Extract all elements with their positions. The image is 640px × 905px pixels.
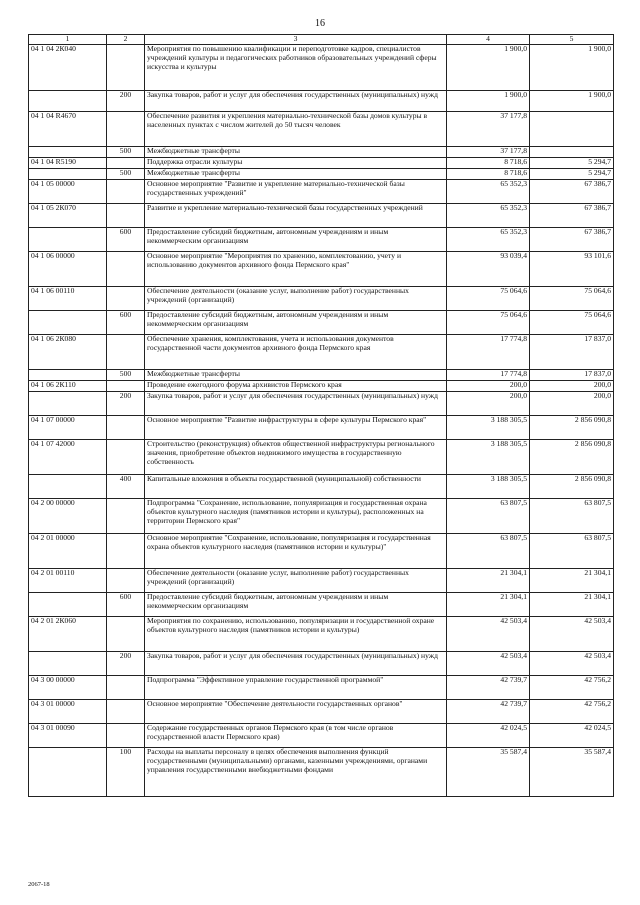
expense-type-cell <box>107 700 145 724</box>
table-row <box>29 169 614 180</box>
target-code-cell <box>29 370 107 381</box>
target-code-cell: 04 1 04 R4670 <box>29 112 107 147</box>
amount-year-2-cell: 63 807,5 <box>530 534 614 569</box>
amount-year-2-cell: 35 587,4 <box>530 748 614 797</box>
item-name-cell: Капитальные вложения в объекты государственной (муниципальной) собственности <box>145 475 447 499</box>
item-name-cell: Основное мероприятие "Развитие инфраструктуры в сфере культуры Пермского края" <box>145 416 447 440</box>
item-name-cell: Предоставление субсидий бюджетным, автономным учреждениям и иным некоммерческим организациям <box>145 311 447 335</box>
amount-year-1-cell: 21 304,1 <box>447 569 530 593</box>
amount-year-1-cell: 42 024,5 <box>447 724 530 748</box>
item-name-cell: Мероприятия по сохранению, использованию, популяризации и государственной охране объектов культурного наследия (памятников истории и культуры) <box>145 617 447 652</box>
amount-year-1-cell: 1 900,0 <box>447 45 530 91</box>
amount-year-1-cell: 42 739,7 <box>447 676 530 700</box>
expense-type-cell <box>107 381 145 392</box>
item-name-cell: Основное мероприятие "Мероприятия по хранению, комплектованию, учету и использованию документов архивного фонда Пермского края" <box>145 252 447 287</box>
target-code-cell: 04 1 05 2К070 <box>29 204 107 228</box>
item-name-cell: Проведение ежегодного форума архивистов Пермского края <box>145 381 447 392</box>
amount-year-2-cell: 1 900,0 <box>530 91 614 112</box>
expense-type-cell: 500 <box>107 169 145 180</box>
amount-year-2-cell: 200,0 <box>530 392 614 416</box>
table-row <box>29 569 614 593</box>
amount-year-2-cell: 42 024,5 <box>530 724 614 748</box>
item-name-cell: Закупка товаров, работ и услуг для обеспечения государственных (муниципальных) нужд <box>145 392 447 416</box>
item-name-cell: Мероприятия по повышению квалификации и переподготовке кадров, специалистов учреждений культуры и педагогических работников образовательных учреждений сферы искусства и культуры <box>145 45 447 91</box>
amount-year-2-cell: 5 294,7 <box>530 169 614 180</box>
table-row <box>29 617 614 652</box>
target-code-cell <box>29 311 107 335</box>
expense-type-cell <box>107 252 145 287</box>
amount-year-2-cell: 42 756,2 <box>530 676 614 700</box>
item-name-cell: Предоставление субсидий бюджетным, автономным учреждениям и иным некоммерческим организациям <box>145 228 447 252</box>
amount-year-2-cell <box>530 112 614 147</box>
amount-year-2-cell: 2 856 090,8 <box>530 475 614 499</box>
table-header-row <box>29 35 614 45</box>
expense-type-cell: 600 <box>107 593 145 617</box>
column-header: 5 <box>530 35 614 45</box>
amount-year-2-cell: 67 386,7 <box>530 204 614 228</box>
target-code-cell <box>29 147 107 158</box>
amount-year-1-cell: 200,0 <box>447 381 530 392</box>
item-name-cell: Закупка товаров, работ и услуг для обеспечения государственных (муниципальных) нужд <box>145 652 447 676</box>
amount-year-2-cell: 42 503,4 <box>530 652 614 676</box>
target-code-cell: 04 1 06 00110 <box>29 287 107 311</box>
column-header: 1 <box>29 35 107 45</box>
amount-year-2-cell: 67 386,7 <box>530 228 614 252</box>
expense-type-cell <box>107 180 145 204</box>
amount-year-2-cell: 42 756,2 <box>530 700 614 724</box>
amount-year-1-cell: 65 352,3 <box>447 180 530 204</box>
table-row <box>29 252 614 287</box>
target-code-cell: 04 1 05 00000 <box>29 180 107 204</box>
amount-year-2-cell: 75 064,6 <box>530 311 614 335</box>
amount-year-1-cell: 3 188 305,5 <box>447 416 530 440</box>
expense-type-cell <box>107 676 145 700</box>
amount-year-1-cell: 42 739,7 <box>447 700 530 724</box>
expense-type-cell <box>107 534 145 569</box>
amount-year-1-cell: 35 587,4 <box>447 748 530 797</box>
amount-year-2-cell: 200,0 <box>530 381 614 392</box>
item-name-cell: Содержание государственных органов Пермского края (в том числе органов государственной власти Пермского края) <box>145 724 447 748</box>
amount-year-1-cell: 37 177,8 <box>447 112 530 147</box>
amount-year-1-cell: 42 503,4 <box>447 652 530 676</box>
table-row <box>29 112 614 147</box>
table-row <box>29 440 614 475</box>
amount-year-1-cell: 3 188 305,5 <box>447 475 530 499</box>
expense-type-cell <box>107 617 145 652</box>
expense-type-cell: 200 <box>107 91 145 112</box>
item-name-cell: Межбюджетные трансферты <box>145 169 447 180</box>
amount-year-2-cell: 17 837,0 <box>530 335 614 370</box>
target-code-cell: 04 1 04 R5190 <box>29 158 107 169</box>
table-row <box>29 593 614 617</box>
target-code-cell: 04 1 07 42000 <box>29 440 107 475</box>
target-code-cell <box>29 169 107 180</box>
expense-type-cell: 500 <box>107 370 145 381</box>
amount-year-1-cell: 65 352,3 <box>447 204 530 228</box>
table-row <box>29 724 614 748</box>
expense-type-cell: 100 <box>107 748 145 797</box>
target-code-cell: 04 1 06 2К110 <box>29 381 107 392</box>
amount-year-2-cell: 67 386,7 <box>530 180 614 204</box>
expense-type-cell <box>107 287 145 311</box>
target-code-cell: 04 2 01 2К060 <box>29 617 107 652</box>
document-footer-code: 2067-18 <box>28 881 50 888</box>
amount-year-2-cell: 17 837,0 <box>530 370 614 381</box>
column-header: 4 <box>447 35 530 45</box>
target-code-cell: 04 1 04 2К040 <box>29 45 107 91</box>
table-row <box>29 204 614 228</box>
target-code-cell: 04 1 06 00000 <box>29 252 107 287</box>
item-name-cell: Строительство (реконструкция) объектов общественной инфраструктуры регионального значения, приобретение объектов недвижимого имущества в государственную собственность <box>145 440 447 475</box>
table-row <box>29 180 614 204</box>
table-row <box>29 748 614 797</box>
target-code-cell: 04 2 01 00000 <box>29 534 107 569</box>
expense-type-cell: 500 <box>107 147 145 158</box>
amount-year-1-cell: 8 718,6 <box>447 169 530 180</box>
expense-type-cell <box>107 335 145 370</box>
target-code-cell: 04 3 01 00000 <box>29 700 107 724</box>
amount-year-2-cell: 1 900,0 <box>530 45 614 91</box>
table-row <box>29 534 614 569</box>
amount-year-1-cell: 37 177,8 <box>447 147 530 158</box>
table-row <box>29 335 614 370</box>
item-name-cell: Подпрограмма "Эффективное управление государственной программой" <box>145 676 447 700</box>
table-row <box>29 158 614 169</box>
amount-year-1-cell: 8 718,6 <box>447 158 530 169</box>
expense-type-cell <box>107 45 145 91</box>
amount-year-1-cell: 3 188 305,5 <box>447 440 530 475</box>
page-number: 16 <box>315 18 325 29</box>
expense-type-cell: 600 <box>107 311 145 335</box>
item-name-cell: Обеспечение деятельности (оказание услуг, выполнение работ) государственных учреждений (организаций) <box>145 287 447 311</box>
table-row <box>29 700 614 724</box>
item-name-cell: Предоставление субсидий бюджетным, автономным учреждениям и иным некоммерческим организациям <box>145 593 447 617</box>
expense-type-cell <box>107 724 145 748</box>
amount-year-1-cell: 200,0 <box>447 392 530 416</box>
item-name-cell: Подпрограмма "Сохранение, использование, популяризация и государственная охрана объектов культурного наследия (памятников истории и культуры), расположенных на территории Пермского края" <box>145 499 447 534</box>
amount-year-1-cell: 21 304,1 <box>447 593 530 617</box>
expense-type-cell: 200 <box>107 652 145 676</box>
amount-year-2-cell: 93 101,6 <box>530 252 614 287</box>
table-row <box>29 91 614 112</box>
target-code-cell <box>29 652 107 676</box>
amount-year-1-cell: 93 039,4 <box>447 252 530 287</box>
amount-year-2-cell: 2 856 090,8 <box>530 440 614 475</box>
target-code-cell: 04 1 07 00000 <box>29 416 107 440</box>
expense-type-cell <box>107 440 145 475</box>
table-row <box>29 311 614 335</box>
budget-table <box>28 34 614 797</box>
item-name-cell: Расходы на выплаты персоналу в целях обеспечения выполнения функций государственными (муниципальными) органами, казенными учреждениями, органами управления государственными внебюджетными фондами <box>145 748 447 797</box>
expense-type-cell <box>107 112 145 147</box>
column-header: 2 <box>107 35 145 45</box>
item-name-cell: Основное мероприятие "Обеспечение деятельности государственных органов" <box>145 700 447 724</box>
target-code-cell: 04 1 06 2К080 <box>29 335 107 370</box>
amount-year-2-cell: 5 294,7 <box>530 158 614 169</box>
table-row <box>29 228 614 252</box>
expense-type-cell: 400 <box>107 475 145 499</box>
table-row <box>29 475 614 499</box>
target-code-cell: 04 3 00 00000 <box>29 676 107 700</box>
expense-type-cell <box>107 204 145 228</box>
table-row <box>29 392 614 416</box>
expense-type-cell: 200 <box>107 392 145 416</box>
amount-year-2-cell: 75 064,6 <box>530 287 614 311</box>
target-code-cell: 04 3 01 00090 <box>29 724 107 748</box>
item-name-cell: Основное мероприятие "Развитие и укрепление материально-технической базы государственных учреждений" <box>145 180 447 204</box>
amount-year-1-cell: 42 503,4 <box>447 617 530 652</box>
amount-year-1-cell: 17 774,8 <box>447 370 530 381</box>
amount-year-2-cell: 2 856 090,8 <box>530 416 614 440</box>
amount-year-2-cell: 21 304,1 <box>530 569 614 593</box>
amount-year-1-cell: 63 807,5 <box>447 534 530 569</box>
target-code-cell <box>29 593 107 617</box>
item-name-cell: Обеспечение развития и укрепления материально-технической базы домов культуры в населенных пунктах с числом жителей до 50 тысяч человек <box>145 112 447 147</box>
amount-year-1-cell: 75 064,6 <box>447 287 530 311</box>
column-header: 3 <box>145 35 447 45</box>
item-name-cell: Закупка товаров, работ и услуг для обеспечения государственных (муниципальных) нужд <box>145 91 447 112</box>
item-name-cell: Обеспечение хранения, комплектования, учета и использования документов государственной части документов архивного фонда Пермского края <box>145 335 447 370</box>
table-row <box>29 287 614 311</box>
item-name-cell: Обеспечение деятельности (оказание услуг, выполнение работ) государственных учреждений (организаций) <box>145 569 447 593</box>
expense-type-cell <box>107 158 145 169</box>
expense-type-cell <box>107 569 145 593</box>
amount-year-1-cell: 75 064,6 <box>447 311 530 335</box>
target-code-cell <box>29 91 107 112</box>
item-name-cell: Поддержка отрасли культуры <box>145 158 447 169</box>
table-row <box>29 147 614 158</box>
amount-year-2-cell <box>530 147 614 158</box>
amount-year-1-cell: 1 900,0 <box>447 91 530 112</box>
amount-year-1-cell: 63 807,5 <box>447 499 530 534</box>
amount-year-1-cell: 65 352,3 <box>447 228 530 252</box>
target-code-cell <box>29 228 107 252</box>
item-name-cell: Межбюджетные трансферты <box>145 147 447 158</box>
table-row <box>29 45 614 91</box>
amount-year-2-cell: 42 503,4 <box>530 617 614 652</box>
amount-year-2-cell: 21 304,1 <box>530 593 614 617</box>
expense-type-cell <box>107 499 145 534</box>
target-code-cell: 04 2 00 00000 <box>29 499 107 534</box>
item-name-cell: Развитие и укрепление материально-технической базы государственных учреждений <box>145 204 447 228</box>
item-name-cell: Основное мероприятие "Сохранение, использование, популяризация и государственная охрана объектов культурного наследия (памятников истории и культуры)" <box>145 534 447 569</box>
expense-type-cell: 600 <box>107 228 145 252</box>
amount-year-2-cell: 63 807,5 <box>530 499 614 534</box>
table-row <box>29 370 614 381</box>
target-code-cell: 04 2 01 00110 <box>29 569 107 593</box>
target-code-cell <box>29 475 107 499</box>
expense-type-cell <box>107 416 145 440</box>
amount-year-1-cell: 17 774,8 <box>447 335 530 370</box>
table-row <box>29 499 614 534</box>
table-row <box>29 416 614 440</box>
item-name-cell: Межбюджетные трансферты <box>145 370 447 381</box>
table-row <box>29 652 614 676</box>
target-code-cell <box>29 748 107 797</box>
target-code-cell <box>29 392 107 416</box>
table-row <box>29 676 614 700</box>
table-row <box>29 381 614 392</box>
